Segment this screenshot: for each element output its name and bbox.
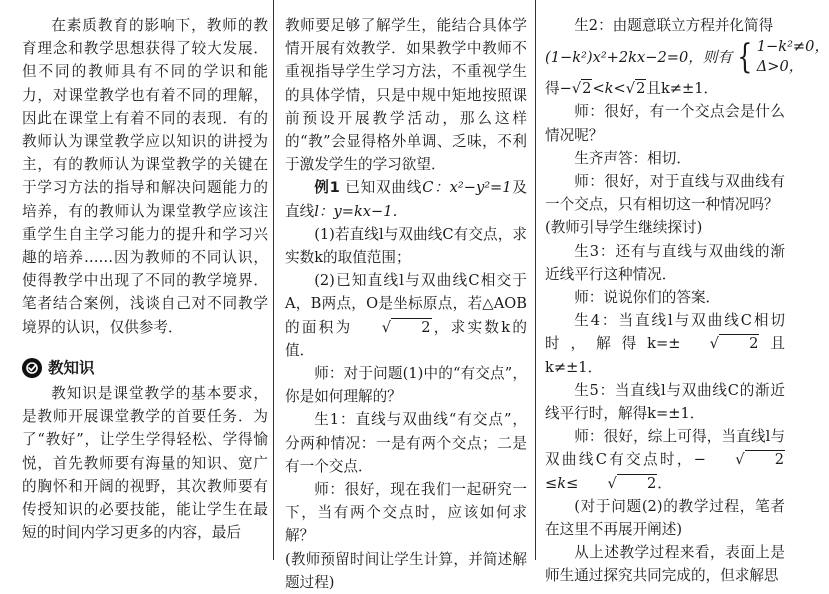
- math-var: l: [314, 202, 319, 220]
- question-2-text: ，求实数k的值．: [285, 318, 527, 359]
- teacher-line: 师：很好，有一个交点会是什么情况呢？: [545, 103, 785, 144]
- text-column-1: [22, 14, 268, 544]
- left-brace: {: [737, 37, 753, 78]
- column-divider: [273, 0, 274, 560]
- sqrt-expression: √ 2: [709, 335, 759, 353]
- sqrt-expression: √ 2: [607, 474, 657, 492]
- example-label: 例1: [314, 179, 340, 197]
- question-2: [285, 269, 527, 362]
- student-line: 生齐声答：相切．: [574, 149, 691, 167]
- teacher-text: 师：很好，综上可得，当直线l与双曲线C有交点时，−: [545, 428, 785, 469]
- text-column-3: [545, 14, 829, 588]
- result-line: [545, 77, 785, 100]
- student-line: 生1：直线与双曲线“有交点”，分两种情况：一是有两个交点；二是有一个交点．: [285, 411, 527, 475]
- student-text: 生4：当直线l与双曲线C相切时，解得k=±: [545, 312, 785, 353]
- sqrt-expression: √ 2: [735, 451, 784, 469]
- question-1: (1)若直线l与双曲线C有交点，求实数k的取值范围；: [285, 225, 527, 267]
- sqrt-expression: √ 2: [571, 80, 592, 98]
- example-problem: [285, 176, 527, 222]
- teacher-line: 师：对于问题(1)中的“有交点”，你是如何理解的？: [285, 365, 527, 406]
- student-line: 生2：由题意联立方程并化简得: [574, 17, 774, 34]
- student-line: 生5：当直线l与双曲线C的渐近线平行时，解得k=±1．: [545, 381, 785, 423]
- student-line: 生3：还有与直线与双曲线的渐近线平行这种情况．: [545, 242, 785, 283]
- equation-system: [545, 37, 829, 78]
- result-text: 且k≠±1．: [646, 80, 719, 98]
- teacher-text: ≤k≤: [545, 474, 579, 492]
- line-equation: ：y=kx−1．: [318, 202, 408, 220]
- teacher-line: 师：很好，现在我们一起研究一下，当有两个交点时，应该如何求解？: [285, 481, 527, 545]
- question-2-text: (2)已知直线l与双曲线C相交于A，B两点，O是坐标原点，若△AOB的面积为: [285, 272, 527, 336]
- teacher-line: 师：说说你们的答案．: [574, 289, 721, 307]
- teacher-line: 师：很好，对于直线与双曲线有一个交点，只有相切这一种情况吗？: [545, 173, 785, 214]
- example-text: 及直线: [285, 179, 527, 220]
- section-heading: [22, 357, 268, 380]
- text-column-2: [285, 14, 527, 594]
- sqrt-expression: √ 2: [625, 80, 646, 98]
- continued-paragraph: 教师要足够了解学生，能结合具体学情开展有效教学．如果教学中教师不重视指导学生学习方法，不重视学生的具体学情，只是中规中矩地按照课前预设开展教学活动，那么这样的“教”会显得格外单调、乏味，不利于激发学生的学习欲望．: [285, 17, 527, 174]
- result-text: <k<: [592, 80, 626, 98]
- check-badge-icon: [22, 358, 42, 378]
- hyperbola-equation: ：x²−y²=1: [433, 179, 512, 197]
- teaching-note: (教师引导学生继续探讨): [545, 219, 703, 237]
- analysis-paragraph: 从上述教学过程来看，表面上是师生通过探究共同完成的，但求解思: [545, 544, 785, 585]
- sqrt-expression: √ 2: [381, 318, 431, 336]
- student-line: [545, 309, 785, 379]
- teacher-text: ．: [657, 474, 672, 492]
- teaching-note: (对于问题(2)的教学过程，笔者在这里不再展开阐述): [545, 497, 785, 539]
- example-text: 已知双曲线: [345, 179, 423, 197]
- math-var: C: [422, 179, 434, 197]
- quadratic-equation: (1−k²)x²+2kx−2=0，则有: [545, 48, 733, 66]
- condition-1: 1−k²≠0，: [756, 38, 829, 56]
- section-paragraph: 教知识是课堂教学的基本要求，是教师开展课堂教学的首要任务．为了“教好”，让学生学得轻松、学得愉悦，首先教师要有海量的知识、宽广的胸怀和开阔的视野，其次教师要有传授知识的必要技能，能让学生在最短的时间内学习更多的内容，最后: [22, 385, 268, 542]
- student-text: 且k≠±1．: [545, 335, 785, 376]
- intro-paragraph: 在素质教育的影响下，教师的教育理念和教学思想获得了较大发展．但不同的教师具有不同的学识和能力，对课堂教学也有着不同的理解，因此在课堂上有着不同的表现．有的教师认为课堂教学应以知识的讲授为主，有的教师认为课堂教学的关键在于学习方法的指导和解决问题能力的培养，有的教师认为课堂教学应该注重学生自主学习能力的提升和学习兴趣的培养……因为教师的不同认识，使得教学中出现了不同的教学境界．笔者结合案例，浅谈自己对不同教学境界的认识，仅供参考．: [22, 17, 268, 336]
- inequality-system: [734, 37, 829, 77]
- column-divider: [535, 0, 536, 560]
- section-heading-text: 教知识: [48, 358, 95, 377]
- result-text: 得−: [545, 80, 572, 98]
- condition-2: Δ>0，: [756, 58, 804, 76]
- teaching-note: (教师预留时间让学生计算，并简述解题过程): [285, 550, 527, 591]
- teacher-line: [545, 425, 785, 495]
